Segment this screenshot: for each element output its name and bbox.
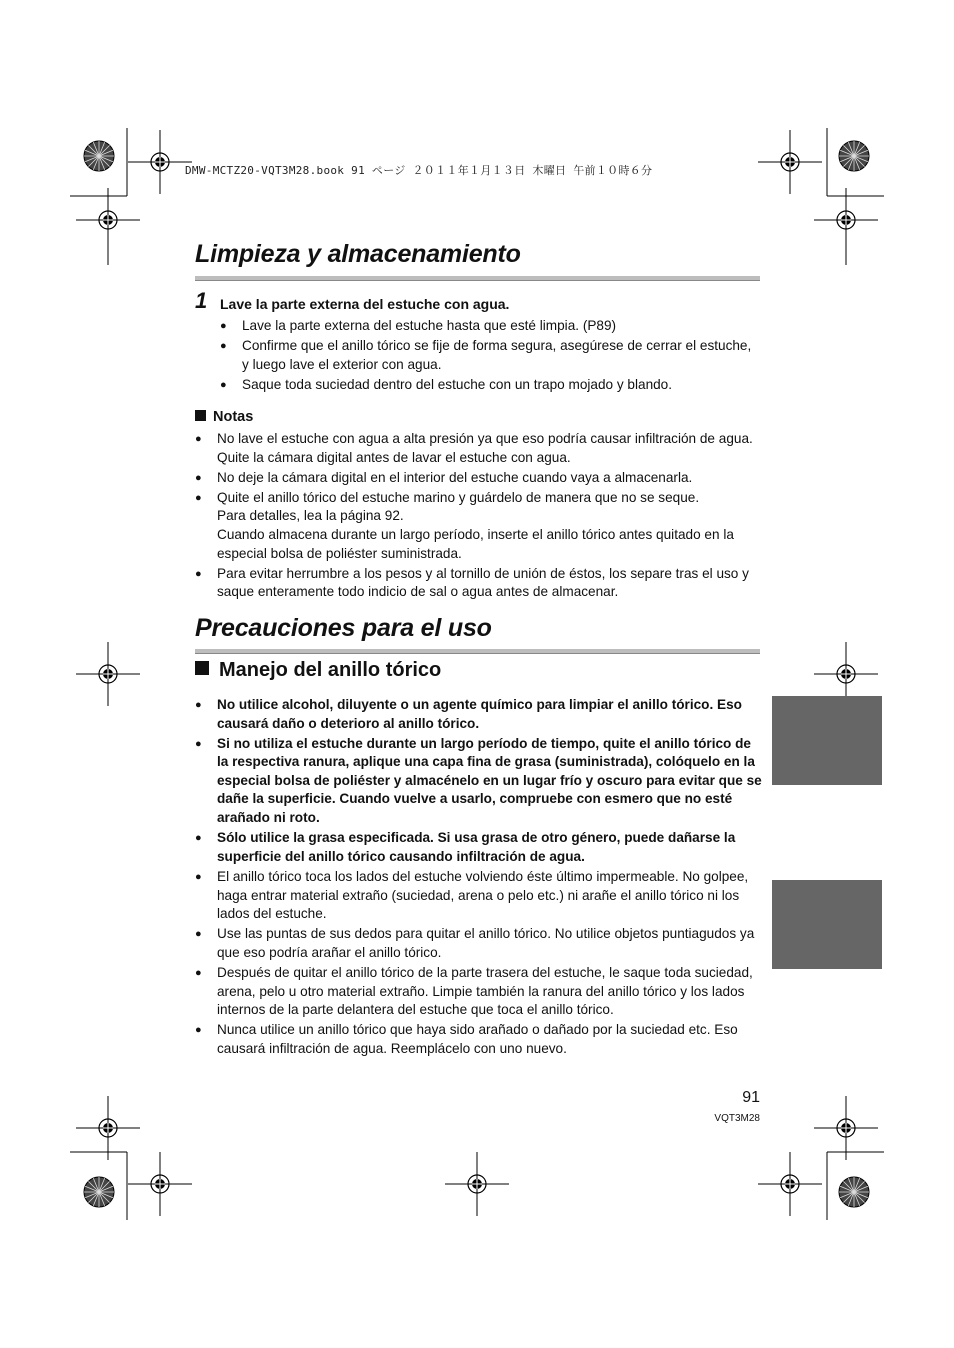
bullet-icon: ● [195, 471, 202, 484]
side-tab-lower [772, 880, 882, 969]
list-item: ● Quite el anillo tórico del estuche marino y guárdelo de manera que no se seque. Para detalles, lea la página 92. Cuando almacena durante un largo período, inserte el anillo tórico antes quitado en la especial bolsa de poliéster suministrada. [195, 489, 734, 561]
bullet-icon: ● [195, 832, 202, 845]
side-tab-upper [772, 696, 882, 785]
notes-list [195, 430, 765, 603]
subheading-anillo: Manejo del anillo tórico [195, 659, 441, 682]
bullet-icon: ● [220, 378, 227, 391]
list-item: ● Lave la parte externa del estuche hasta que esté limpia. (P89) [220, 317, 760, 336]
bullet-icon: ● [195, 699, 202, 711]
bullet-icon: ● [220, 320, 227, 332]
list-item: ● No utilice alcohol, diluyente o un agente químico para limpiar el anillo tórico. Eso causará daño o deterioro al anillo tórico. [195, 697, 742, 731]
warning-list [195, 696, 765, 868]
notes-heading: Notas [195, 409, 253, 425]
list-item: ● Sólo utilice la grasa especificada. Si usa grasa de otro género, puede dañarse la superficie del anillo tórico causando infiltración de agua. [195, 830, 736, 864]
section-title-limpieza: Limpieza y almacenamiento [195, 240, 521, 268]
page-number: 91 [742, 1089, 760, 1106]
square-bullet-icon [195, 410, 206, 421]
bullet-icon: ● [195, 737, 202, 750]
list-item: ● No deje la cámara digital en el interior del estuche cuando vaya a almacenarla. [195, 469, 765, 488]
list-item: ● No lave el estuche con agua a alta presión ya que eso podría causar infiltración de agua. Quite la cámara digital antes de lavar el estuche con agua. [195, 431, 753, 465]
section-rule [195, 276, 760, 281]
step-number: 1 [195, 288, 208, 313]
bullet-icon: ● [195, 1024, 202, 1037]
bullet-icon: ● [195, 433, 202, 445]
bullet-icon: ● [220, 340, 227, 353]
list-item: ● Si no utiliza el estuche durante un largo período de tiempo, quite el anillo tórico de la respectiva ranura, aplique una capa fina de grasa (suministrada), colóquelo en la especial bolsa de poliéster y almacénelo en un lugar frío y oscuro para evitar que se dañe la superficie. Cuando vuelve a usarlo, compruebe con esmero que no esté arañado ni roto. [195, 735, 762, 826]
list-item: ● Nunca utilice un anillo tórico que haya sido arañado o dañado por la suciedad etc. Eso causará infiltración de agua. Reemplácelo con uno nuevo. [195, 1022, 738, 1056]
list-item: ● Saque toda suciedad dentro del estuche con un trapo mojado y blando. [220, 376, 760, 395]
step-bullets [220, 317, 760, 396]
list-item: ● Use las puntas de sus dedos para quitar el anillo tórico. No utilice objetos puntiagudos ya que eso podría arañar el anillo tórico. [195, 926, 755, 960]
precautions-list [195, 868, 765, 1060]
square-bullet-icon [195, 661, 209, 675]
step-text: Lave la parte externa del estuche con agua. [220, 296, 510, 312]
print-header: DMW-MCTZ20-VQT3M28.book 91 ページ ２０１１年１月１３日 木曜日 午前１０時６分 [185, 164, 653, 177]
document-code: VQT3M28 [714, 1113, 760, 1124]
bullet-icon: ● [195, 871, 202, 883]
bullet-icon: ● [195, 567, 202, 580]
bullet-icon: ● [195, 928, 202, 941]
list-item: ● Para evitar herrumbre a los pesos y al tornillo de unión de éstos, los separe tras el uso y saque enteramente todo indicio de sal o agua antes de almacenar. [195, 565, 749, 600]
section-rule [195, 649, 760, 654]
list-item: ● Confirme que el anillo tórico se fije de forma segura, asegúrese de cerrar el estuche, y luego lave el exterior con agua. [220, 338, 752, 372]
list-item: ● Después de quitar el anillo tórico de la parte trasera del estuche, le saque toda suciedad, arena, pelo u otro material extraño. Limpie también la ranura del anillo tórico y los lados internos de la parte delantera del estuche que toca el anillo tórico. [195, 964, 753, 1018]
section-title-precauciones: Precauciones para el uso [195, 614, 492, 642]
bullet-icon: ● [195, 966, 202, 979]
list-item: ● El anillo tórico toca los lados del estuche volviendo éste último impermeable. No golpee, haga entrar material extraño (suciedad, arena o pelo etc.) ni arañe el anillo tórico ni los lados del estuche. [195, 869, 749, 922]
bullet-icon: ● [195, 491, 202, 504]
